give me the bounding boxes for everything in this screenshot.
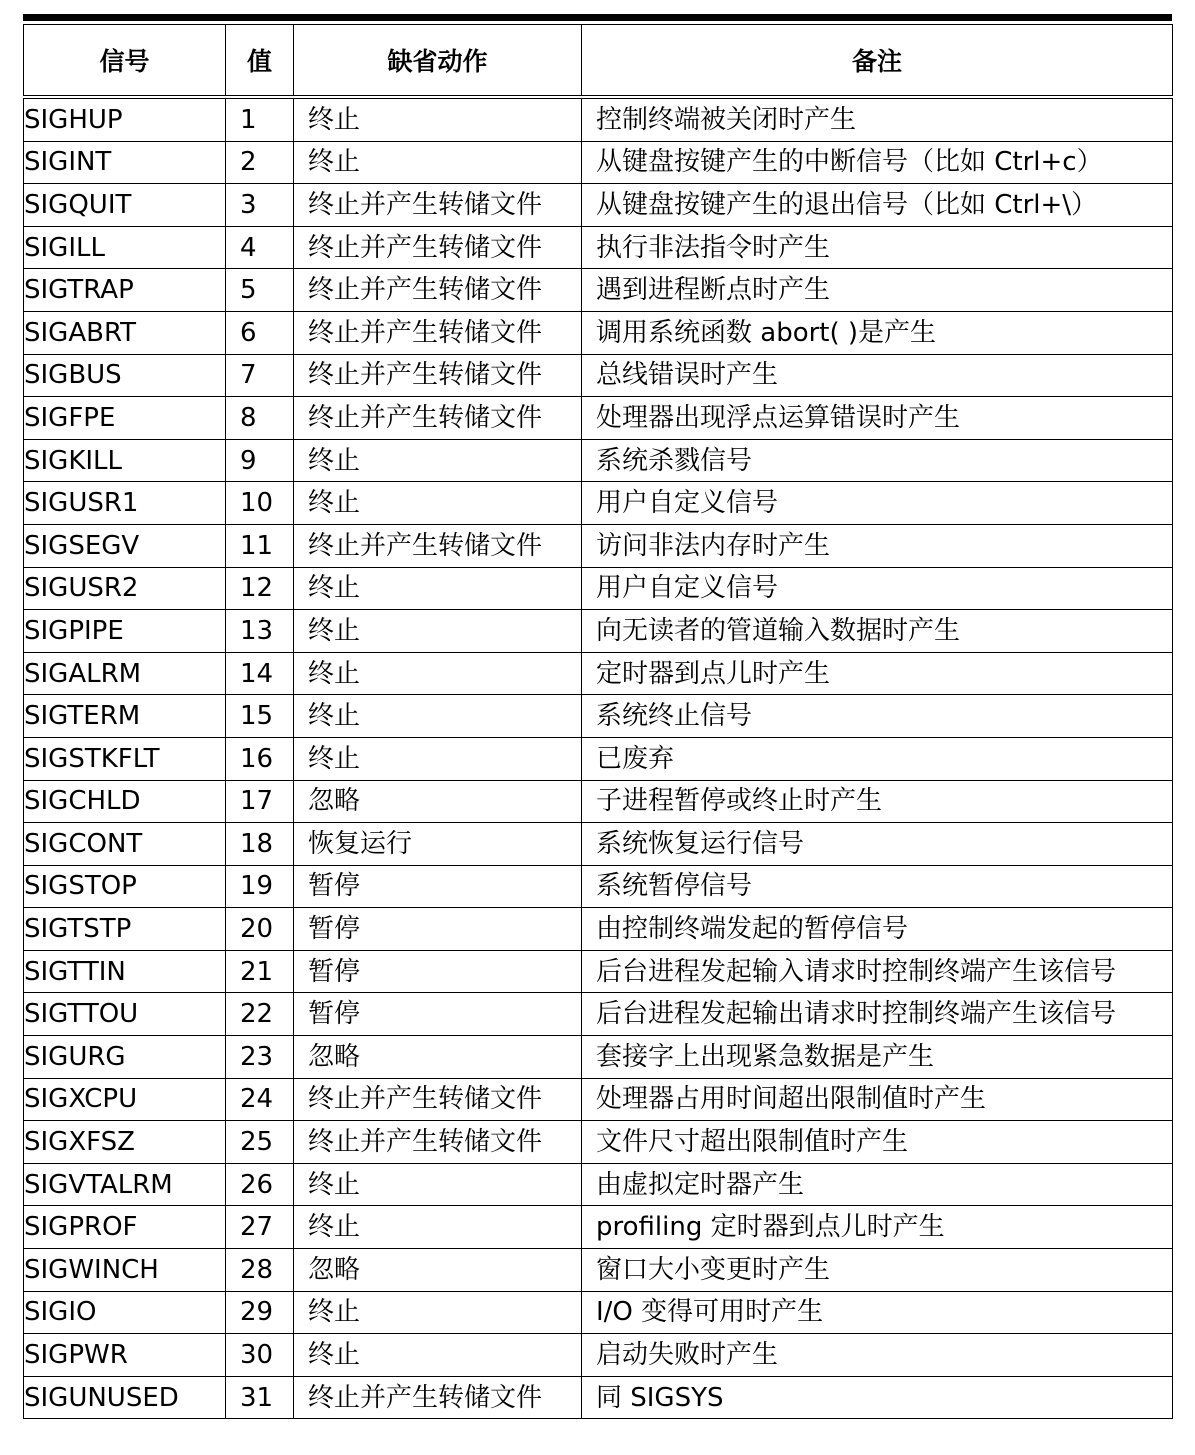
table-row — [24, 1334, 1173, 1377]
action-cell: 终止并产生转储文件 — [294, 524, 582, 567]
value-cell: 31 — [226, 1376, 294, 1419]
header-signal: 信号 — [24, 25, 226, 98]
note-cell: 调用系统函数 abort( )是产生 — [582, 311, 1173, 354]
table-row — [24, 397, 1173, 440]
signal-cell: SIGSTOP — [24, 865, 226, 908]
value-cell: 10 — [226, 482, 294, 525]
value-cell: 16 — [226, 737, 294, 780]
value-cell: 2 — [226, 141, 294, 184]
note-cell: 套接字上出现紧急数据是产生 — [582, 1036, 1173, 1079]
note-cell: 向无读者的管道输入数据时产生 — [582, 610, 1173, 653]
note-cell: 控制终端被关闭时产生 — [582, 97, 1173, 141]
note-cell: 同 SIGSYS — [582, 1376, 1173, 1419]
note-cell: 系统恢复运行信号 — [582, 823, 1173, 866]
note-cell: 定时器到点儿时产生 — [582, 652, 1173, 695]
action-cell: 终止 — [294, 482, 582, 525]
signal-cell: SIGTERM — [24, 695, 226, 738]
table-row — [24, 950, 1173, 993]
note-cell: 从键盘按键产生的退出信号（比如 Ctrl+\） — [582, 184, 1173, 227]
table-row — [24, 354, 1173, 397]
table-body — [24, 97, 1173, 1419]
note-cell: 用户自定义信号 — [582, 567, 1173, 610]
table-row — [24, 141, 1173, 184]
value-cell: 3 — [226, 184, 294, 227]
signal-table — [23, 24, 1173, 1419]
signal-cell: SIGUSR2 — [24, 567, 226, 610]
value-cell: 25 — [226, 1121, 294, 1164]
table-row — [24, 311, 1173, 354]
signal-cell: SIGHUP — [24, 97, 226, 141]
value-cell: 15 — [226, 695, 294, 738]
value-cell: 22 — [226, 993, 294, 1036]
note-cell: 后台进程发起输出请求时控制终端产生该信号 — [582, 993, 1173, 1036]
signal-cell: SIGSTKFLT — [24, 737, 226, 780]
action-cell: 终止并产生转储文件 — [294, 311, 582, 354]
signal-cell: SIGFPE — [24, 397, 226, 440]
table-row — [24, 908, 1173, 951]
note-cell: 后台进程发起输入请求时控制终端产生该信号 — [582, 950, 1173, 993]
action-cell: 终止 — [294, 737, 582, 780]
table-row — [24, 652, 1173, 695]
value-cell: 29 — [226, 1291, 294, 1334]
signal-cell: SIGUNUSED — [24, 1376, 226, 1419]
top-rule — [23, 14, 1172, 21]
signal-cell: SIGXFSZ — [24, 1121, 226, 1164]
value-cell: 7 — [226, 354, 294, 397]
action-cell: 终止并产生转储文件 — [294, 354, 582, 397]
value-cell: 30 — [226, 1334, 294, 1377]
table-row — [24, 1376, 1173, 1419]
action-cell: 终止并产生转储文件 — [294, 184, 582, 227]
note-cell: 文件尺寸超出限制值时产生 — [582, 1121, 1173, 1164]
value-cell: 6 — [226, 311, 294, 354]
value-cell: 12 — [226, 567, 294, 610]
value-cell: 9 — [226, 439, 294, 482]
action-cell: 终止 — [294, 695, 582, 738]
table-row — [24, 1249, 1173, 1292]
action-cell: 暂停 — [294, 908, 582, 951]
table-row — [24, 226, 1173, 269]
note-cell: 系统杀戮信号 — [582, 439, 1173, 482]
signal-cell: SIGURG — [24, 1036, 226, 1079]
value-cell: 1 — [226, 97, 294, 141]
table-row — [24, 780, 1173, 823]
note-cell: 处理器出现浮点运算错误时产生 — [582, 397, 1173, 440]
header-note: 备注 — [582, 25, 1173, 98]
signal-cell: SIGINT — [24, 141, 226, 184]
signal-cell: SIGVTALRM — [24, 1163, 226, 1206]
action-cell: 终止并产生转储文件 — [294, 226, 582, 269]
table-row — [24, 865, 1173, 908]
table-row — [24, 823, 1173, 866]
value-cell: 21 — [226, 950, 294, 993]
signal-cell: SIGPWR — [24, 1334, 226, 1377]
action-cell: 忽略 — [294, 780, 582, 823]
table-row — [24, 610, 1173, 653]
action-cell: 终止 — [294, 1291, 582, 1334]
table-row — [24, 567, 1173, 610]
value-cell: 11 — [226, 524, 294, 567]
action-cell: 终止 — [294, 1334, 582, 1377]
note-cell: profiling 定时器到点儿时产生 — [582, 1206, 1173, 1249]
action-cell: 终止 — [294, 439, 582, 482]
table-row — [24, 737, 1173, 780]
value-cell: 4 — [226, 226, 294, 269]
note-cell: 已废弃 — [582, 737, 1173, 780]
value-cell: 17 — [226, 780, 294, 823]
table-row — [24, 482, 1173, 525]
signal-cell: SIGTTIN — [24, 950, 226, 993]
note-cell: 访问非法内存时产生 — [582, 524, 1173, 567]
signal-cell: SIGTTOU — [24, 993, 226, 1036]
signal-cell: SIGCONT — [24, 823, 226, 866]
action-cell: 暂停 — [294, 865, 582, 908]
value-cell: 23 — [226, 1036, 294, 1079]
signal-cell: SIGUSR1 — [24, 482, 226, 525]
note-cell: 由控制终端发起的暂停信号 — [582, 908, 1173, 951]
action-cell: 暂停 — [294, 993, 582, 1036]
action-cell: 终止 — [294, 567, 582, 610]
value-cell: 20 — [226, 908, 294, 951]
note-cell: 执行非法指令时产生 — [582, 226, 1173, 269]
signal-cell: SIGCHLD — [24, 780, 226, 823]
table-row — [24, 695, 1173, 738]
action-cell: 终止 — [294, 652, 582, 695]
action-cell: 恢复运行 — [294, 823, 582, 866]
value-cell: 24 — [226, 1078, 294, 1121]
action-cell: 终止并产生转储文件 — [294, 1376, 582, 1419]
note-cell: 系统暂停信号 — [582, 865, 1173, 908]
table-row — [24, 1078, 1173, 1121]
signal-cell: SIGBUS — [24, 354, 226, 397]
value-cell: 13 — [226, 610, 294, 653]
table-row — [24, 269, 1173, 312]
action-cell: 终止 — [294, 141, 582, 184]
value-cell: 27 — [226, 1206, 294, 1249]
header-action: 缺省动作 — [294, 25, 582, 98]
signal-cell: SIGILL — [24, 226, 226, 269]
header-row — [24, 25, 1173, 98]
signal-cell: SIGIO — [24, 1291, 226, 1334]
action-cell: 终止并产生转储文件 — [294, 1078, 582, 1121]
note-cell: 处理器占用时间超出限制值时产生 — [582, 1078, 1173, 1121]
value-cell: 28 — [226, 1249, 294, 1292]
table-header — [24, 25, 1173, 98]
action-cell: 暂停 — [294, 950, 582, 993]
value-cell: 18 — [226, 823, 294, 866]
note-cell: 窗口大小变更时产生 — [582, 1249, 1173, 1292]
note-cell: 从键盘按键产生的中断信号（比如 Ctrl+c） — [582, 141, 1173, 184]
action-cell: 终止 — [294, 1206, 582, 1249]
signal-cell: SIGABRT — [24, 311, 226, 354]
signal-cell: SIGWINCH — [24, 1249, 226, 1292]
value-cell: 26 — [226, 1163, 294, 1206]
note-cell: 启动失败时产生 — [582, 1334, 1173, 1377]
note-cell: 总线错误时产生 — [582, 354, 1173, 397]
note-cell: 由虚拟定时器产生 — [582, 1163, 1173, 1206]
signal-cell: SIGTRAP — [24, 269, 226, 312]
value-cell: 14 — [226, 652, 294, 695]
note-cell: 遇到进程断点时产生 — [582, 269, 1173, 312]
action-cell: 终止 — [294, 1163, 582, 1206]
table-row — [24, 1291, 1173, 1334]
action-cell: 忽略 — [294, 1036, 582, 1079]
table-row — [24, 1163, 1173, 1206]
action-cell: 终止并产生转储文件 — [294, 1121, 582, 1164]
signal-cell: SIGPROF — [24, 1206, 226, 1249]
table-row — [24, 439, 1173, 482]
action-cell: 终止并产生转储文件 — [294, 397, 582, 440]
action-cell: 终止 — [294, 610, 582, 653]
signal-cell: SIGPIPE — [24, 610, 226, 653]
note-cell: 系统终止信号 — [582, 695, 1173, 738]
table-row — [24, 1206, 1173, 1249]
table-row — [24, 1036, 1173, 1079]
signal-cell: SIGXCPU — [24, 1078, 226, 1121]
header-value: 值 — [226, 25, 294, 98]
action-cell: 终止 — [294, 97, 582, 141]
table-row — [24, 1121, 1173, 1164]
value-cell: 5 — [226, 269, 294, 312]
note-cell: 子进程暂停或终止时产生 — [582, 780, 1173, 823]
signal-cell: SIGSEGV — [24, 524, 226, 567]
signal-cell: SIGQUIT — [24, 184, 226, 227]
note-cell: 用户自定义信号 — [582, 482, 1173, 525]
table-row — [24, 524, 1173, 567]
value-cell: 19 — [226, 865, 294, 908]
note-cell: I/O 变得可用时产生 — [582, 1291, 1173, 1334]
signal-cell: SIGKILL — [24, 439, 226, 482]
table-row — [24, 97, 1173, 141]
table-row — [24, 993, 1173, 1036]
action-cell: 忽略 — [294, 1249, 582, 1292]
table-row — [24, 184, 1173, 227]
action-cell: 终止并产生转储文件 — [294, 269, 582, 312]
signal-cell: SIGALRM — [24, 652, 226, 695]
value-cell: 8 — [226, 397, 294, 440]
signal-cell: SIGTSTP — [24, 908, 226, 951]
